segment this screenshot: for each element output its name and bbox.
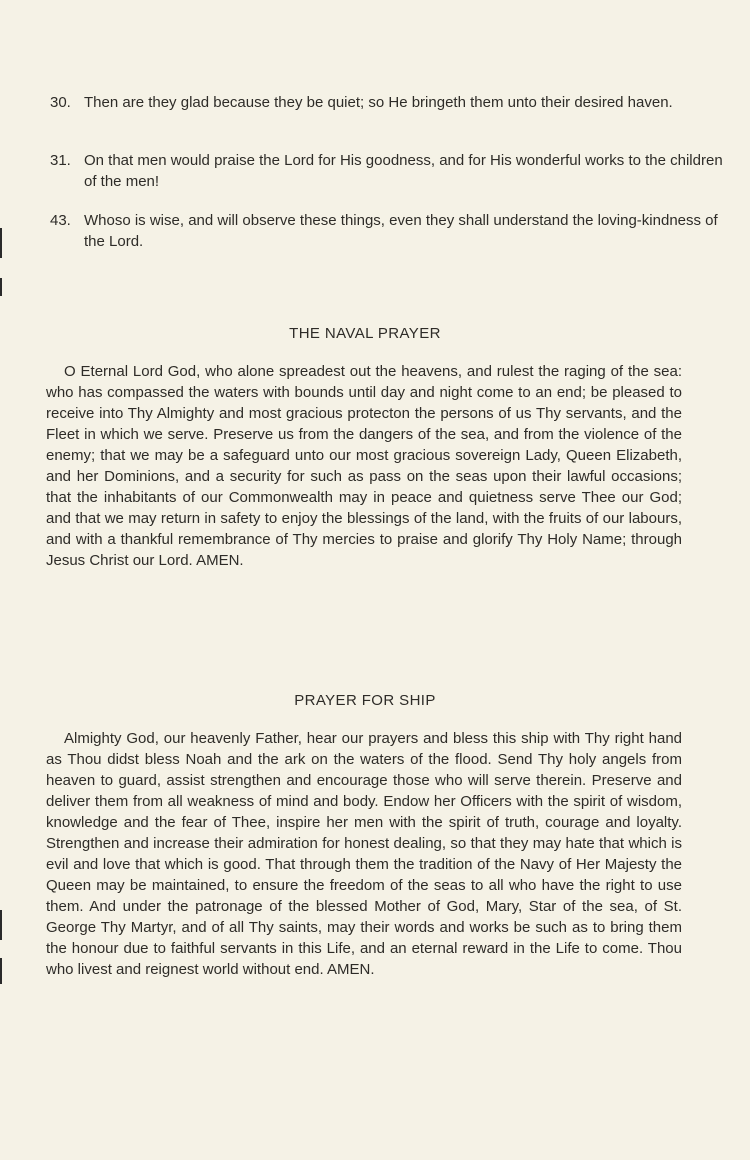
page-edge-mark (0, 228, 2, 258)
page-edge-mark (0, 910, 2, 940)
verse-30 (50, 92, 724, 113)
verse-text: Then are they glad because they be quiet; so He bringeth them unto their desired haven. (84, 94, 673, 111)
verse-number: 31. (50, 152, 71, 169)
verse-text: On that men would praise the Lord for His goodness, and for His wonderful works to the children of the men! (84, 152, 723, 190)
page-edge-mark (0, 958, 2, 984)
verse-number: 30. (50, 94, 71, 111)
ship-prayer-heading: PRAYER FOR SHIP (294, 692, 436, 709)
naval-prayer-text: O Eternal Lord God, who alone spreadest out the heavens, and rulest the raging of the sea: who has compassed the waters with bounds until day and night come to an end; be pleased to receive into Thy Almighty and most gracious protecton the persons of us Thy servants, and the Fleet in which we serve. Preserve us from the dangers of the sea, and from the violence of the enemy; that we may be a safeguard unto our most gracious sovereign Lady, Queen Elizabeth, and her Dominions, and a security for such as pass on the seas upon their lawful occasions; that the inhabitants of our Commonwealth may in peace and quietness serve Thee our God; and that we may return in safety to enjoy the blessings of the land, with the fruits of our labours, and with a thankful remembrance of Thy mercies to praise and glorify Thy Holy Name; through Jesus Christ our Lord. AMEN. (46, 363, 682, 569)
verse-text: Whoso is wise, and will observe these things, even they shall understand the loving-kindness of the Lord. (84, 212, 718, 250)
verse-number: 43. (50, 212, 71, 229)
ship-prayer-text: Almighty God, our heavenly Father, hear our prayers and bless this ship with Thy right hand as Thou didst bless Noah and the ark on the waters of the flood. Send Thy holy angels from heaven to guard, assist strengthen and encourage those who will serve therein. Preserve and deliver them from all weakness of mind and body. Endow her Officers with the spirit of wisdom, knowledge and the fear of Thee, inspire her men with the spirit of truth, courage and loyalty. Strengthen and increase their admiration for honest dealing, so that they may hate that which is evil and love that which is good. That through them the tradition of the Navy of Her Majesty the Queen may be maintained, to ensure the freedom of the seas to all who have the right to use them. And under the patronage of the blessed Mother of God, Mary, Star of the sea, of St. George Thy Martyr, and of all Thy saints, may their words and works be such as to bring them the honour due to faithful servants in this Life, and an eternal reward in the Life to come. Thou who livest and reignest world without end. AMEN. (46, 730, 682, 978)
page-edge-mark (0, 278, 2, 296)
naval-prayer-heading: THE NAVAL PRAYER (289, 325, 441, 342)
verse-43 (50, 210, 724, 252)
verse-31 (50, 150, 724, 192)
